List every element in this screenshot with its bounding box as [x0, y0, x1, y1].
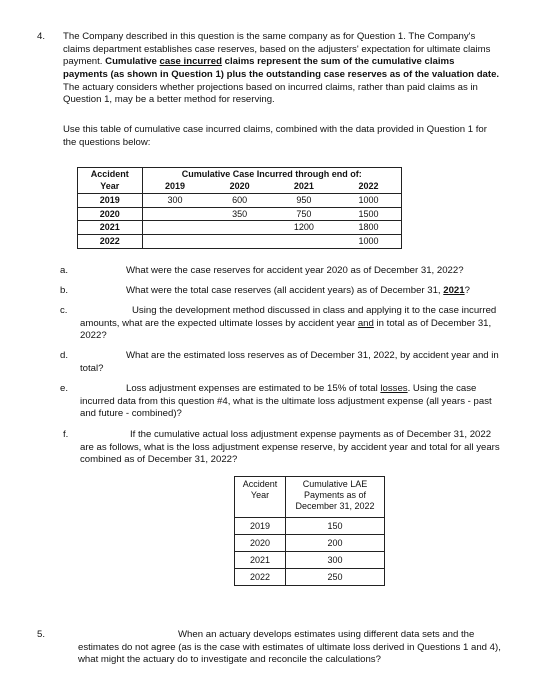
subquestion-a-label: a.	[60, 265, 69, 276]
value-cell	[142, 221, 207, 235]
intro-bold-underlined: case incurred	[159, 56, 222, 68]
lae-accident-year: 2021	[235, 552, 286, 569]
subquestion-e-label: e.	[60, 383, 69, 394]
lae-accident-year: 2019	[235, 518, 286, 535]
value-cell: 600	[207, 194, 271, 208]
accident-year-cell: 2019	[78, 194, 143, 208]
subquestion-b-part: What were the total case reserves (all accident years) as of December 31,	[126, 285, 444, 296]
subquestion-d-label: d.	[60, 350, 69, 361]
table-header-row-2	[78, 181, 402, 194]
subquestion-f-text: If the cumulative actual loss adjustment expense payments as of December 31, 2022 are as follows, what is the loss adjustment expense reserve, by accident year and total for all years combined as of December 31, 2022?	[80, 429, 500, 466]
subquestion-b-text	[126, 285, 506, 298]
table-row	[235, 518, 385, 535]
value-cell: 350	[207, 207, 271, 221]
subquestion-c-part: Using the development method discussed in class and applying it to the case incurred amounts, what are the expected ultimate losses by accident year	[80, 305, 497, 329]
question-4-number: 4.	[37, 31, 46, 42]
value-cell	[142, 234, 207, 248]
subquestion-c-text	[80, 305, 505, 343]
header-group: Cumulative Case Incurred through end of:	[142, 168, 401, 181]
lae-header-row	[235, 477, 385, 518]
subquestion-e-text	[80, 383, 505, 421]
subquestion-c-part: in total as of December 31, 2022?	[80, 317, 492, 342]
value-cell	[207, 221, 271, 235]
table-row	[78, 207, 402, 221]
subquestion-e-part: Loss adjustment expenses are estimated to be 15% of total	[126, 383, 381, 394]
accident-year-cell: 2021	[78, 221, 143, 235]
lae-payments-table	[234, 476, 385, 586]
header-year-col: 2022	[358, 181, 379, 192]
header-year-col: 2021	[293, 181, 314, 192]
question-5-text: When an actuary develops estimates using different data sets and the estimates do not agree (as is the case with estimates of ultimate loss derived in Questions 1 and 4), what might the actuary do to investigate and reconcile the calculations?	[78, 629, 501, 666]
lae-header-line: Cumulative LAE	[302, 479, 368, 489]
value-cell: 950	[272, 194, 336, 208]
value-cell: 750	[272, 207, 336, 221]
lae-accident-year: 2020	[235, 535, 286, 552]
header-accident: Accident	[90, 168, 129, 179]
lae-value: 150	[286, 518, 385, 535]
subquestion-d-text: What are the estimated loss reserves as of December 31, 2022, by accident year and in total?	[80, 350, 499, 374]
header-year-col: 2019	[142, 181, 207, 194]
lae-header-line: December 31, 2022	[295, 500, 375, 511]
table-row	[78, 194, 402, 208]
accident-year-cell: 2022	[78, 234, 143, 248]
lae-accident-year: 2022	[235, 569, 286, 586]
subquestion-f-label: f.	[63, 429, 69, 440]
table-row	[235, 535, 385, 552]
table-row	[235, 569, 385, 586]
value-cell	[142, 207, 207, 221]
value-cell: 300	[142, 194, 207, 208]
lae-header-line: Year	[250, 489, 270, 500]
lae-header-payments	[286, 477, 385, 518]
question-5-number: 5.	[37, 629, 46, 640]
table-row	[78, 234, 402, 248]
value-cell: 1000	[336, 234, 402, 248]
value-cell	[272, 234, 336, 248]
lae-header-line: Payments as of	[303, 489, 367, 500]
table-row	[235, 552, 385, 569]
header-year-col: 2020	[229, 181, 250, 192]
intro-sentence-1: The Company described in this question is the same company as for Question 1. The Company's claims department establishes case reserves, based on the adjusters' expectation for ultimate claims payment.	[63, 31, 491, 68]
value-cell: 1000	[336, 194, 402, 208]
lae-value: 300	[286, 552, 385, 569]
use-table-instruction: Use this table of cumulative case incurred claims, combined with the data provided in Question 1 for the questions below:	[63, 124, 487, 148]
subquestion-a-text: What were the case reserves for accident year 2020 as of December 31, 2022?	[126, 265, 464, 276]
intro-sentence-3: The actuary considers whether projections based on incurred claims, rather than paid claims as in Question 1, may be a better method for reserving.	[63, 81, 478, 106]
value-cell: 1200	[272, 221, 336, 235]
table-header-row-1	[78, 168, 402, 181]
lae-value: 250	[286, 569, 385, 586]
question-4-intro	[63, 31, 500, 107]
subquestion-c-label: c.	[60, 305, 68, 316]
lae-value: 200	[286, 535, 385, 552]
header-year: Year	[100, 181, 120, 192]
intro-bold-start: Cumulative	[105, 56, 160, 68]
accident-year-cell: 2020	[78, 207, 143, 221]
case-incurred-table	[77, 167, 402, 249]
subquestion-b-emphasis: 2021	[443, 285, 465, 296]
subquestion-e-emphasis: losses	[380, 383, 408, 394]
value-cell: 1800	[336, 221, 402, 235]
table-row	[78, 221, 402, 235]
subquestion-b-label: b.	[60, 285, 69, 296]
lae-header-accident	[235, 477, 286, 518]
value-cell	[207, 234, 271, 248]
intro-bold-end: claims represent the sum of the cumulative claims payments (as shown in Question 1) plus the outstanding case reserves as of the valuation date.	[63, 56, 500, 80]
lae-header-line: Accident	[242, 479, 278, 489]
value-cell: 1500	[336, 207, 402, 221]
subquestion-e-part: . Using the case incurred data from this question #4, what is the ultimate loss adjustment expense (all years - past and future - combined)?	[80, 383, 492, 420]
subquestion-c-emphasis: and	[357, 317, 374, 329]
subquestion-b-part: ?	[464, 285, 470, 296]
